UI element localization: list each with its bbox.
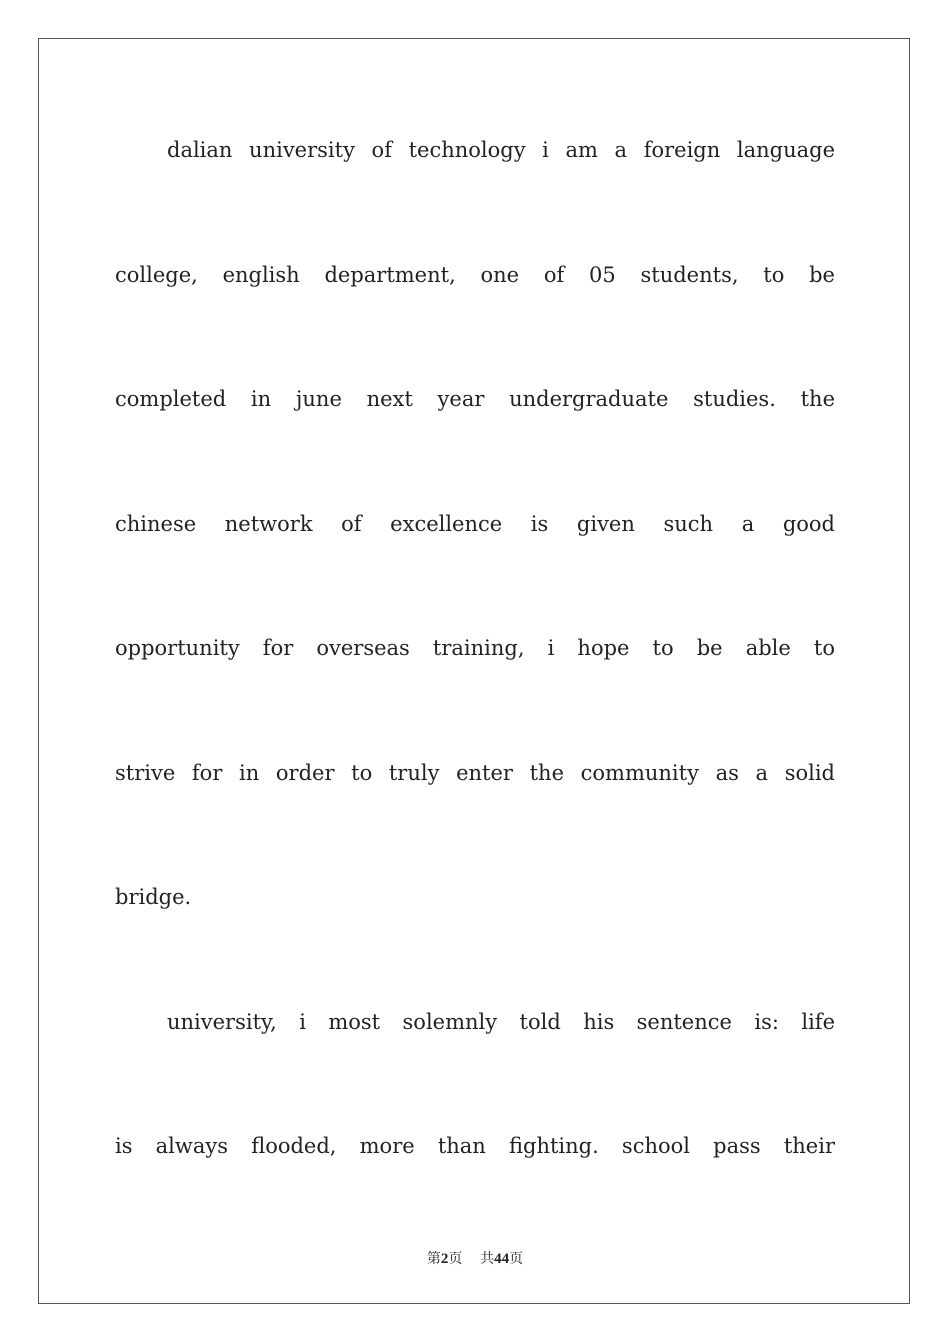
paragraph-line: is always flooded, more than fighting. school pass their: [115, 1134, 835, 1158]
document-body: [115, 112, 835, 1233]
paragraph-line: dalian university of technology i am a foreign language: [167, 138, 835, 162]
total-pages-suffix: 页: [509, 1251, 524, 1267]
paragraph-line: strive for in order to truly enter the community as a solid: [115, 760, 835, 785]
paragraph-line: college, english department, one of 05 students, to be: [115, 262, 835, 287]
page-number-prefix: 第: [426, 1251, 441, 1267]
paragraph-line: completed in june next year undergraduate studies. the: [115, 387, 835, 411]
paragraph-line: chinese network of excellence is given such a good: [115, 511, 835, 536]
paragraph-line: bridge.: [115, 885, 192, 909]
current-page-number: 2: [440, 1251, 449, 1267]
total-pages-prefix: 共: [480, 1251, 495, 1267]
paragraph-line: university, i most solemnly told his sentence is: life: [167, 1009, 835, 1034]
total-page-count: 44: [494, 1251, 510, 1267]
page-footer: [0, 1248, 950, 1268]
paragraph-line: opportunity for overseas training, i hope to be able to: [115, 636, 835, 660]
page-number-suffix: 页: [448, 1251, 463, 1267]
